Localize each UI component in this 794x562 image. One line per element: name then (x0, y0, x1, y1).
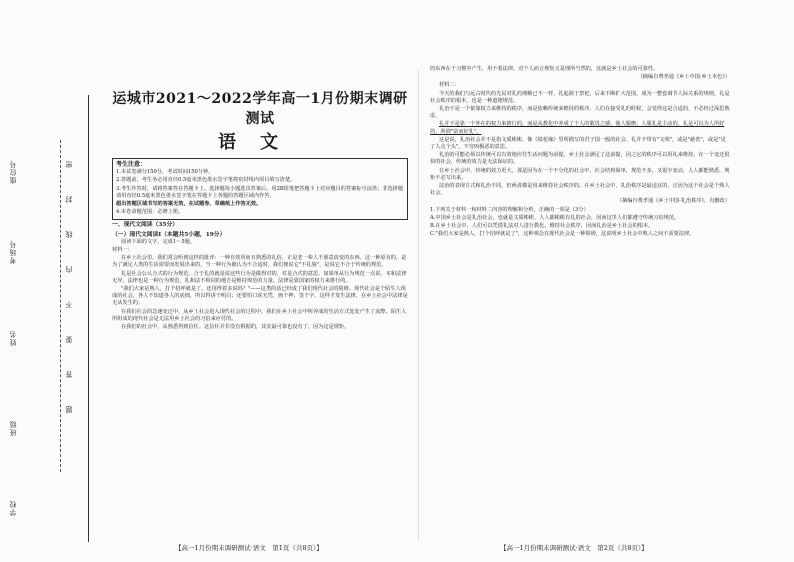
column-divider (418, 70, 419, 540)
subject-title: 语文 (218, 132, 302, 153)
seat-label: 座位号 (9, 160, 17, 184)
notice-item: 4.本卷命题范围：必修上册。 (116, 209, 184, 216)
subsection-heading: （一）现代文阅读Ⅰ（本题共5小题，19分） (112, 231, 226, 238)
material-label: 材料二： (439, 82, 460, 89)
paragraph: 在乡土社会中，传统的效力更大，那是因为在一个不分化的社会中，社会结构简单，规范不多，又很少变动，人人都能熟悉，规矩不必写出来。 (430, 167, 730, 181)
room-label: 考场号 (9, 240, 17, 264)
notice-item: 3.考生作答时，请将答案答在答题卡上。选择题每小题选出答案后，用2B铅笔把答题卡上对应题目的答案标号涂黑；非选择题请用直径0.5毫米黑色墨水签字笔在答题卡上各题的答题区域内作答， (116, 185, 404, 199)
source: （摘编自费孝通《乡土中国·乡土本色》） (637, 74, 730, 81)
notice-item: 1.本试卷满分150分，考试时间150分钟。 (116, 169, 214, 176)
name-label: 姓名 (9, 330, 17, 346)
option-c: C."我们大家是熟人，打个招呼就是了"，这种观念在现代社会是一种阻碍，这说明乡土社会中熟人之间不需要法律。 (430, 231, 695, 238)
left-column (112, 158, 408, 332)
paragraph: 在乡土社会里，我们常会听到这样的批评：一种有效用而且熟悉的礼俗，正是老一辈人不愿意改变的东西。这一种原有的，是为了满足人类的生活需要而发展出来的，当一种行为被认为不合适时，我们便说它"不礼貌"，是说它不合于传统的规范。 (112, 255, 407, 269)
binding-margin (0, 0, 92, 562)
paragraph: 在我们社会的急速变迁中，从乡土社会进入现代社会的过程中，我们在乡土社会中所养成的生活方式处处产生了流弊。陌生人所组成的现代社会是无法用乡土社会的习俗来应付的。 (112, 308, 407, 322)
paragraph: 这是说，礼治社会并不是指文质彬彬，像《镜花缘》里所描写的君子国一般的社会。礼并不带有"文明"，或是"慈善"，或是"见了人点个头"，不穷凶极恶的意思。 (430, 136, 726, 151)
notice-item: 超出答题区域书写的答案无效，在试题卷、草稿纸上作答无效。 (116, 201, 262, 208)
paragraph: 在我们的社会中，从熟悉得到信任。这信任并非没有根据的，其实最可靠也没有了，因为这是规矩。 (121, 324, 350, 331)
paragraph: 礼治的可能必须以传统可以有效地应付生活问题为前提。乡土社会满足了这前提，因之它的秩序可以用礼来维持。在一个变迁很快的社会，传统的效力是无法保证的。 (430, 152, 730, 166)
exam-title: 运城市2021～2022学年高一1月份期末调研测试 (112, 91, 408, 127)
paragraph: 的东西在于习惯中产生，用不着法律。对个人而言规矩又是理所当然的，这就是乡土社会的可靠性。 (430, 66, 659, 72)
paragraph: "我们大家是熟人，打个招呼就是了，还用得着多说吗？"——这类的话已经成了我们现代社会的阻碍。现代社会是个陌生人组成的社会，各人不知道各人的底细，所以得讲个明白；还要怕口说无凭，画个押，签个字。这样才发生法律。在乡土社会中法律是无从发生的。 (112, 286, 408, 307)
class-label: 班级 (9, 420, 17, 436)
right-column (430, 66, 730, 239)
question-1: 1.下列关于材料一和材料二内容的理解和分析，正确的一项是（3分） (430, 206, 589, 213)
binding-line (88, 95, 89, 542)
seal-marker: 密 (65, 160, 73, 168)
section-heading: 一、现代文阅读（35分） (112, 222, 179, 229)
seal-marker: 要 (65, 335, 73, 343)
notice-box (112, 158, 408, 220)
seal-marker: 线 (65, 230, 73, 238)
paragraph: 礼是社会公认合式的行为规范。合于礼的就是说这些行为是做得对的，对是合式的意思。如果单从行为规范一点说，本和法律无异，法律也是一种行为规范。礼和法不相同的地方是维持规范的力量。法律是靠国家的权力来推行的。 (112, 270, 407, 284)
seal-marker: 答 (65, 370, 73, 378)
school-label: 学校 (9, 500, 17, 516)
seal-marker: 内 (65, 265, 73, 273)
paragraph: 法治的表现方式和礼治不同，但两者都是用来维持社会秩序的。在乡土社会中，礼治秩序是最适宜的，正因为这个社会是个熟人社会。 (430, 183, 730, 197)
seal-marker: 不 (65, 300, 73, 308)
seal-line (60, 140, 61, 472)
option-a: A.中国乡土社会是礼治社会，也就是文质彬彬、人人都彬彬有礼的社会，因而这里人们都遵守传统习俗规范。 (430, 214, 680, 221)
paragraph: 礼治不是一个依靠权力来维持的秩序，而是依赖传统来维持的秩序。人们在接受礼的时候，会觉得这是合适的，不必经过深思熟虑。 (430, 106, 730, 120)
paragraph: 今天的我们与远古时代的先民对礼的理解已不一样。礼起源于祭祀，后来不断扩大范围，成为一整套调节人际关系的规则，礼是社会秩序的根本，也是一种道德规范。 (430, 90, 730, 104)
footer-left: 【高一1月份期末调研测试·语文 第1页（共8页）】 (175, 544, 323, 552)
paragraph: 礼并不是靠一个外在的权力来推行的，而是从教化中养成了个人的敬畏之感，使人服膺；人服礼是主动的。礼是可以为人所好的，所谓"富而好礼"。 (430, 121, 725, 135)
option-b: B.在乡土社会中，人们可以凭借礼法对人进行教化，维持社会秩序，因而礼治是乡土社会的根本。 (430, 223, 654, 230)
footer-right: 【高一1月份期末调研测试·语文 第2页（共8页）】 (500, 544, 648, 552)
source: （摘编自费孝通《乡土中国·礼治秩序》，有删改） (616, 198, 730, 205)
seal-marker: 题 (65, 405, 73, 413)
seal-marker: 封 (65, 195, 73, 203)
material-label: 材料一： (112, 247, 133, 254)
notice-item: 2.答题前，考生务必用直径0.5毫米黑色墨水签字笔将密封线内项目填写清楚。 (116, 177, 296, 184)
notice-title: 考生注意： (116, 161, 147, 168)
instruction: 阅读下面的文字，完成1～5题。 (121, 238, 196, 245)
